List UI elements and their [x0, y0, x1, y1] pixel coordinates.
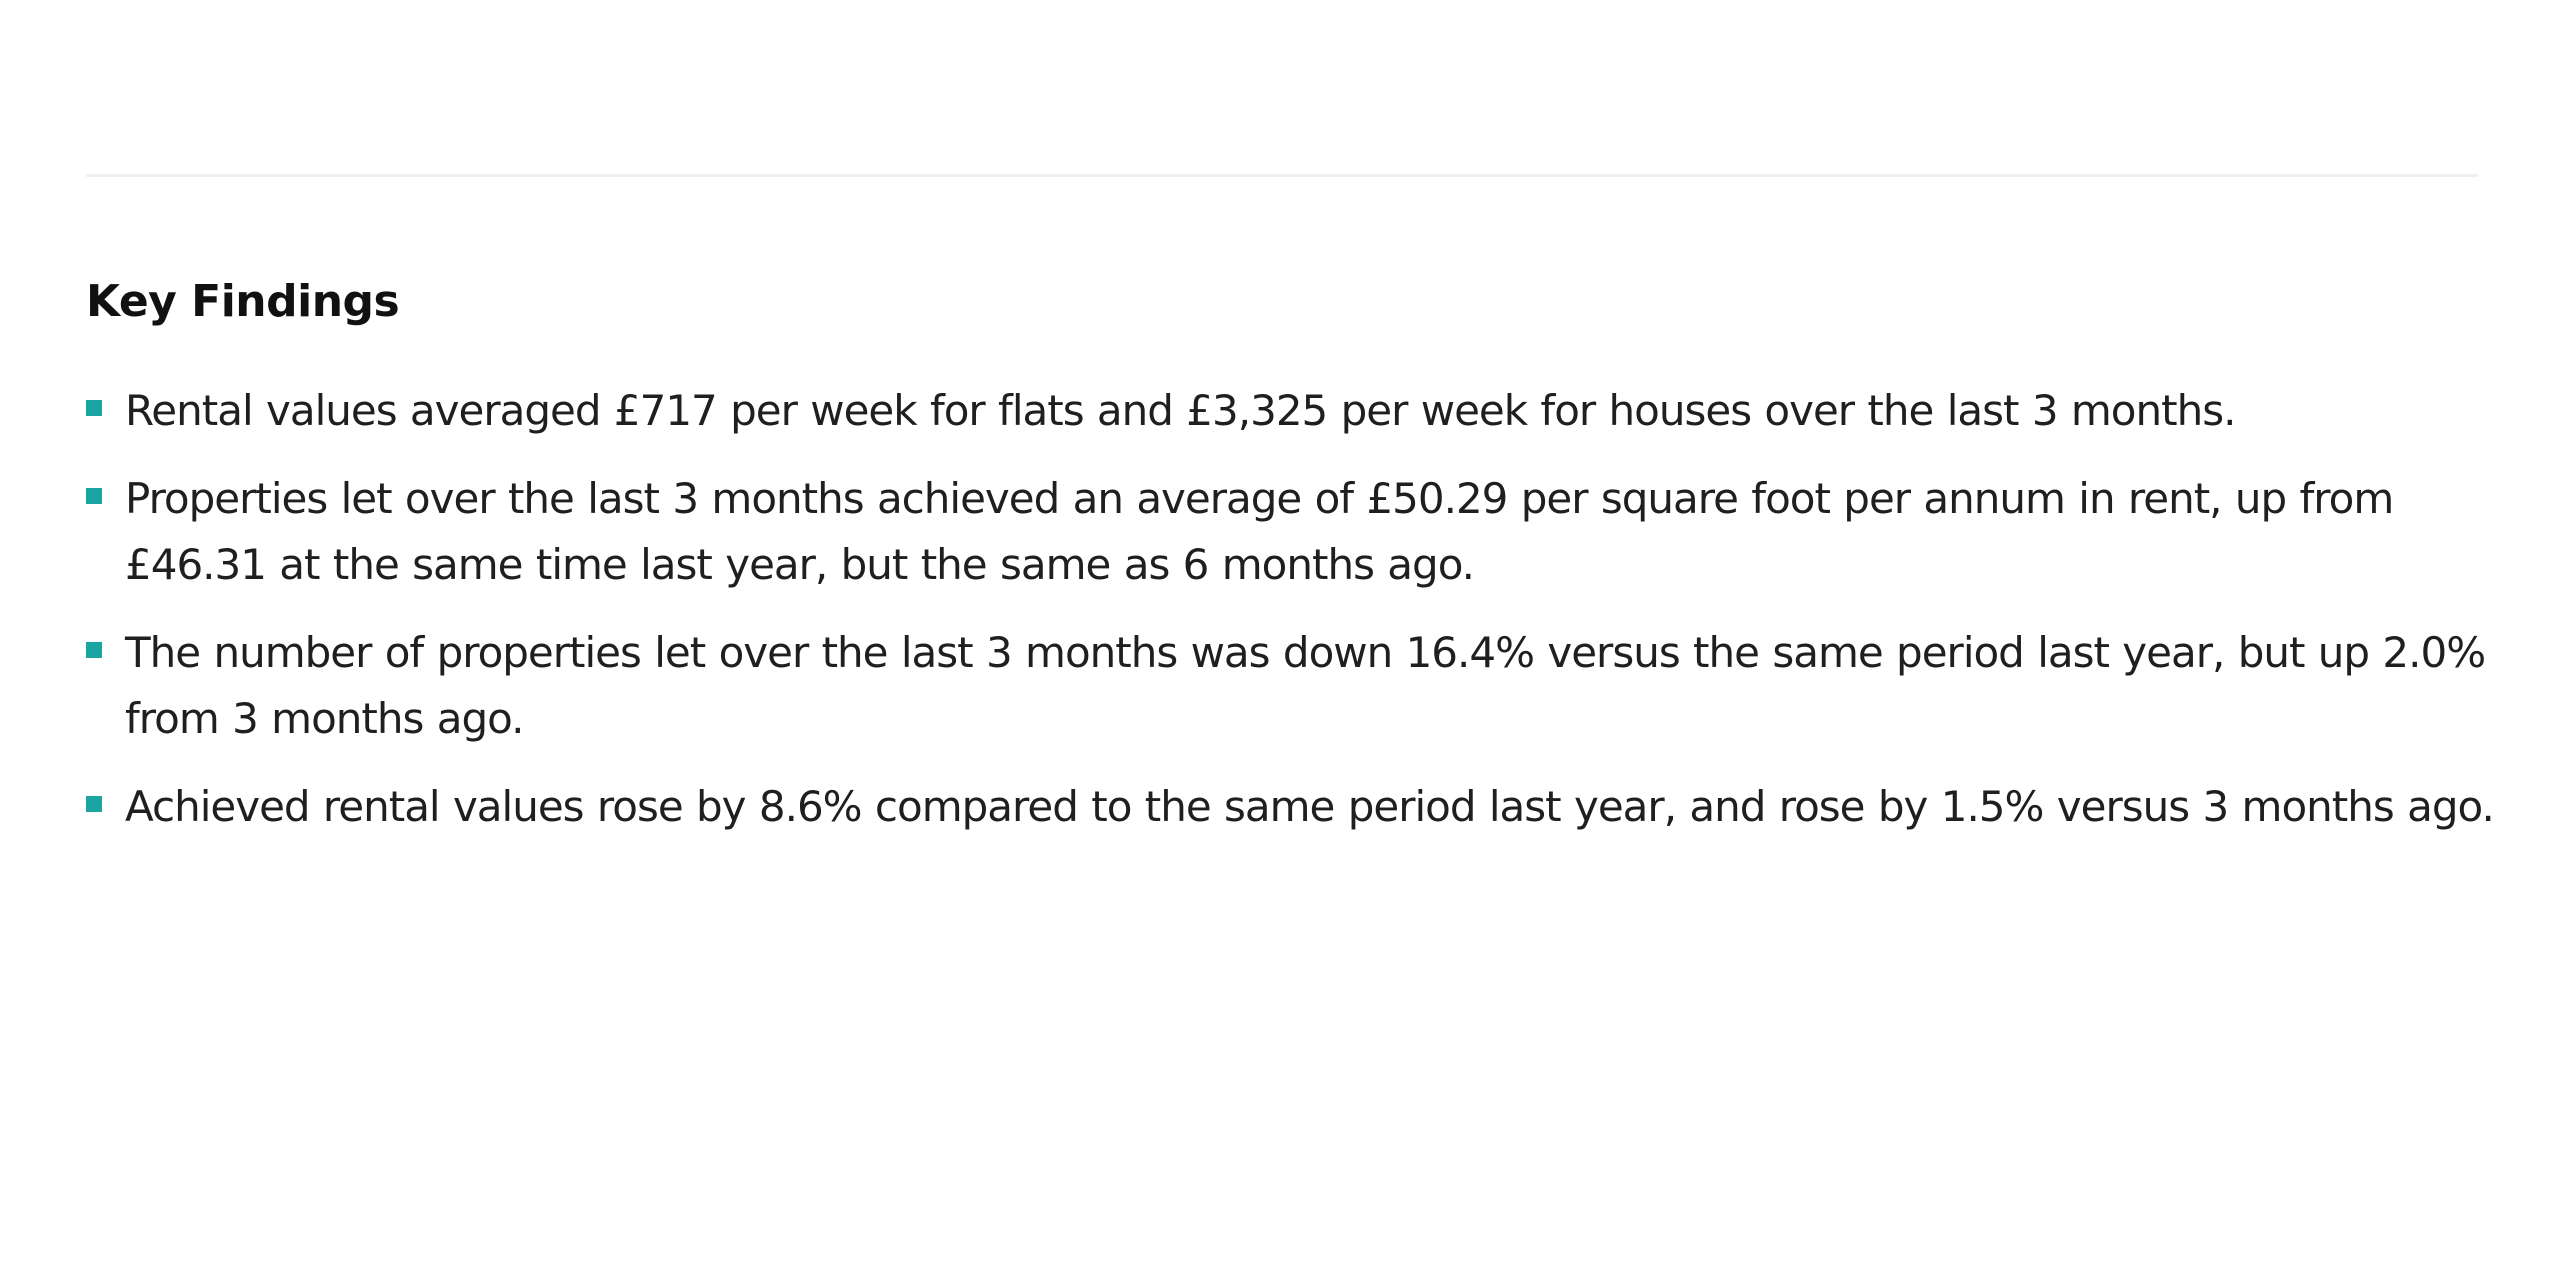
finding-text: Achieved rental values rose by 8.6% compared to the same period last year, and rose by 1.5% versus 3 months ago. — [125, 782, 2494, 831]
finding-text: The number of properties let over the last 3 months was down 16.4% versus the same period last year, but up 2.0% from 3 months ago. — [125, 628, 2486, 743]
square-bullet-icon — [86, 488, 102, 504]
section-divider — [86, 174, 2478, 177]
finding-item — [86, 466, 2526, 598]
square-bullet-icon — [86, 400, 102, 416]
finding-text: Rental values averaged £717 per week for flats and £3,325 per week for houses over the last 3 months. — [125, 386, 2236, 435]
finding-item — [86, 774, 2526, 840]
section-title: Key Findings — [86, 276, 400, 327]
finding-text: Properties let over the last 3 months achieved an average of £50.29 per square foot per annum in rent, up from £46.31 at the same time last year, but the same as 6 months ago. — [125, 474, 2394, 589]
square-bullet-icon — [86, 796, 102, 812]
finding-item — [86, 620, 2526, 752]
key-findings-list — [86, 378, 2526, 862]
square-bullet-icon — [86, 642, 102, 658]
finding-item — [86, 378, 2526, 444]
